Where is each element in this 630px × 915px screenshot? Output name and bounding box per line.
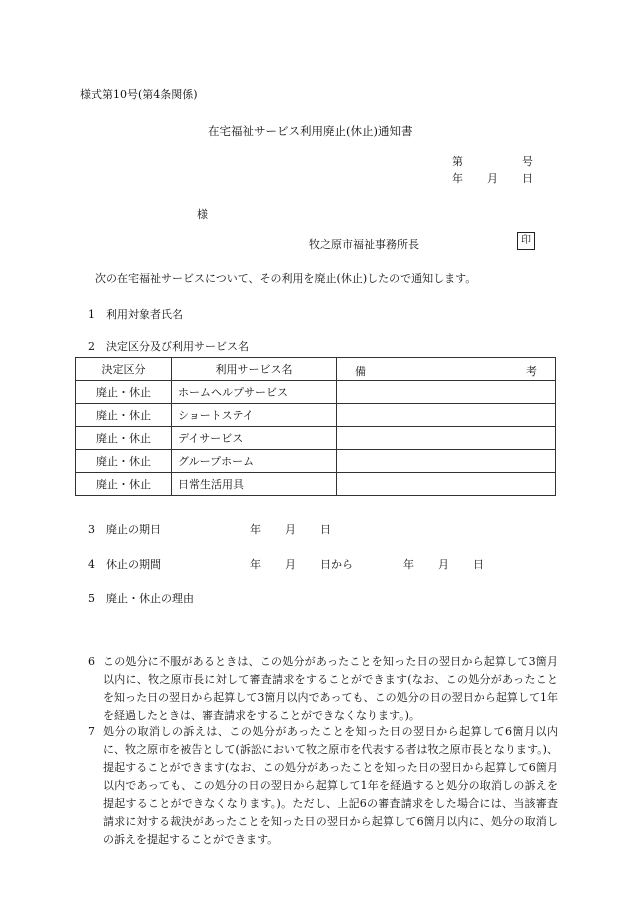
date-month: 月 [487,172,498,185]
service-table [75,357,556,496]
item-suspension-period [88,556,484,572]
abolition-month: 月 [285,523,296,536]
row-service: デイサービス [172,427,337,450]
table-row [76,381,556,404]
row-remarks [337,404,556,427]
item-decision-services: 2 決定区分及び利用サービス名 [88,340,249,353]
suspension-end-month: 月 [438,558,449,571]
suspension-period-label: 4 休止の期間 [88,558,161,571]
note-number: 6 [88,655,95,668]
row-remarks [337,381,556,404]
note-lawsuit [88,723,558,849]
row-remarks [337,473,556,496]
note-number: 7 [88,725,95,738]
row-category: 廃止・休止 [76,450,172,473]
abolition-year: 年 [250,523,261,536]
note-appeal [88,653,558,725]
document-number [452,153,532,167]
number-suffix: 号 [522,155,533,168]
suspension-end-day: 日 [473,558,484,571]
table-row [76,473,556,496]
row-remarks [337,450,556,473]
suspension-start-year: 年 [250,558,261,571]
date-day: 日 [522,172,533,185]
item-reason: 5 廃止・休止の理由 [88,592,194,605]
header-category: 決定区分 [76,358,172,381]
header-remarks-right: 考 [526,365,537,378]
row-remarks [337,427,556,450]
number-prefix: 第 [452,155,463,168]
form-number: 様式第10号(第4条関係) [80,88,198,101]
abolition-day: 日 [320,523,331,536]
document-date [452,170,532,184]
date-year: 年 [452,172,463,185]
row-category: 廃止・休止 [76,404,172,427]
note-text: 処分の取消しの訴えは、この処分があったことを知った日の翌日から起算して6箇月以内に、牧之原市を被告として(訴訟において牧之原市を代表する者は牧之原市長となります。)、提起することができます(なお、この処分があったことを知った日の翌日から起算して6箇月以内であっても、この処分の日の翌日から起算して1年を経過すると処分の取消しの訴えを提起することができなくなります。)。ただし、上記6の審査請求をした場合には、当該審査請求に対する裁決があったことを知った日の翌日から起算して6箇月以内に、処分の取消しの訴えを提起することができます。 [103,725,558,846]
table-row [76,450,556,473]
suspension-end-year: 年 [403,558,414,571]
issuer-name: 牧之原市福祉事務所長 [309,238,419,251]
header-remarks-left: 備 [355,365,366,378]
row-service: グループホーム [172,450,337,473]
table-row [76,427,556,450]
row-service: ホームヘルプサービス [172,381,337,404]
row-service: 日常生活用具 [172,473,337,496]
table-header-row [76,358,556,381]
document-title: 在宅福祉サービス利用廃止(休止)通知書 [208,124,413,138]
intro-text: 次の在宅福祉サービスについて、その利用を廃止(休止)したので通知します。 [95,272,477,285]
note-text: この処分に不服があるときは、この処分があったことを知った日の翌日から起算して3箇月以内に、牧之原市長に対して審査請求をすることができます(なお、この処分があったことを知った日の翌日から起算して3箇月以内であっても、この処分の日の翌日から起算して1年を経過したときは、審査請求をすることができなくなります。)。 [103,655,558,722]
suspension-start-day: 日から [320,558,353,571]
row-category: 廃止・休止 [76,473,172,496]
suspension-start-month: 月 [285,558,296,571]
header-remarks [337,358,556,381]
row-service: ショートステイ [172,404,337,427]
row-category: 廃止・休止 [76,381,172,404]
item-recipient-name: 1 利用対象者氏名 [88,308,183,321]
item-abolition-date [88,521,331,537]
seal-mark: 印 [517,232,535,250]
row-category: 廃止・休止 [76,427,172,450]
addressee-suffix: 様 [197,208,208,221]
abolition-date-label: 3 廃止の期日 [88,523,161,536]
table-row [76,404,556,427]
header-service: 利用サービス名 [172,358,337,381]
